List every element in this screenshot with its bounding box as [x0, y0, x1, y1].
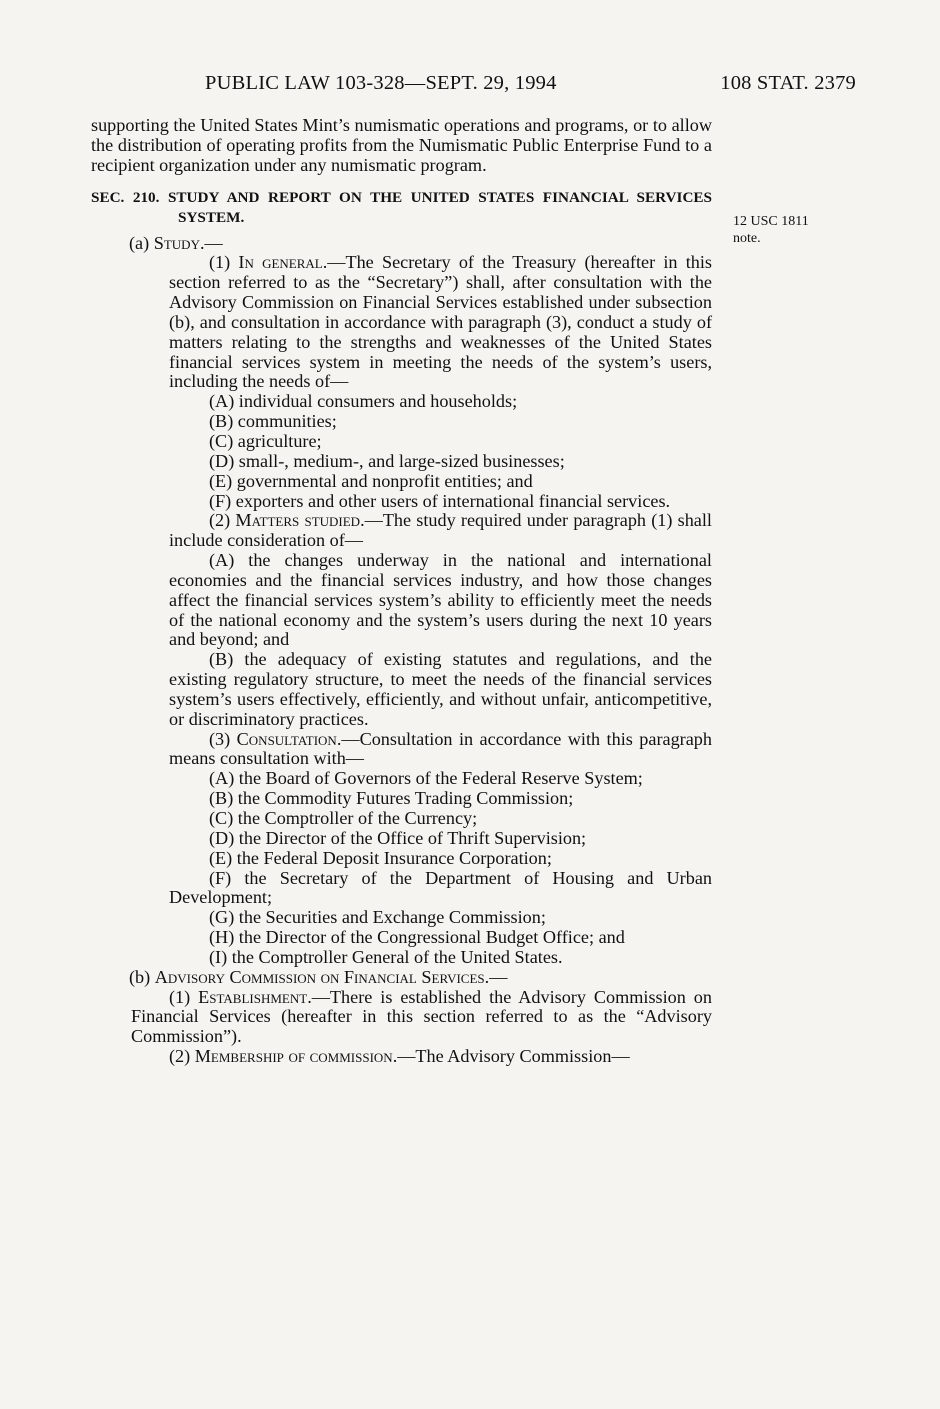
- subsection-b-label: (b): [129, 966, 155, 987]
- clause-a3-E: (E) the Federal Deposit Insurance Corporation;: [209, 847, 552, 868]
- paragraph-a3-heading: Consultation: [236, 728, 337, 749]
- clause-a3-G: (G) the Securities and Exchange Commission;: [209, 907, 546, 928]
- clause-a1-B: (B) communities;: [209, 411, 337, 432]
- clause-a2-B: (B) the adequacy of existing statutes and regulations, and the existing regulatory structure, to meet the needs of the financial services system’s users effectively, efficiently, and without unfair, anticompetitive, or discriminatory practices.: [169, 649, 712, 729]
- clause-a3-F: (F) the Secretary of the Department of Housing and Urban Development;: [169, 867, 712, 908]
- paragraph-b2: [91, 1047, 712, 1067]
- paragraph-a1: [91, 253, 712, 392]
- paragraph-a1-text: .—The Secretary of the Treasury (hereafter in this section referred to as the “Secretary”) shall, after consultation with the Advisory Commission on Financial Services established under subsection (b), and consultation in accordance with paragraph (3), conduct a study of matters relating to the strengths and weaknesses of the United States financial services system in meeting the needs of the system’s users, including the needs of—: [169, 252, 712, 392]
- paragraph-b1: [91, 988, 712, 1048]
- clause-a3-B: (B) the Commodity Futures Trading Commission;: [209, 788, 574, 809]
- subsection-a-dash: .—: [199, 232, 223, 253]
- subsection-a-label: (a): [129, 232, 154, 253]
- clause-a3-H: (H) the Director of the Congressional Budget Office; and: [209, 927, 625, 948]
- paragraph-b2-heading: Membership of commission: [194, 1046, 393, 1067]
- clause-a1-A: (A) individual consumers and households;: [209, 391, 518, 412]
- intro-paragraph: supporting the United States Mint’s numismatic operations and programs, or to allow the distribution of operating profits from the Numismatic Public Enterprise Fund to a recipient organization under any numismatic program.: [91, 115, 712, 175]
- clause-a3-C: (C) the Comptroller of the Currency;: [209, 808, 478, 828]
- clause-a1-F: (F) exporters and other users of international financial services.: [209, 490, 671, 511]
- paragraph-a2-text: .—The study required under paragraph (1) shall include consideration of—: [169, 510, 712, 551]
- running-header: [88, 72, 858, 102]
- paragraph-b1-label: (1): [169, 986, 199, 1007]
- paragraph-a2: [91, 511, 712, 551]
- paragraph-b2-text: .—The Advisory Commission—: [392, 1046, 630, 1067]
- paragraph-a1-label: (1): [209, 252, 239, 273]
- law-title: PUBLIC LAW 103-328—SEPT. 29, 1994: [205, 72, 557, 94]
- margin-note: [733, 213, 809, 247]
- subsection-a-heading: [91, 234, 712, 254]
- clause-a1-D: (D) small-, medium-, and large-sized businesses;: [209, 450, 565, 471]
- subsection-a-title: Study: [153, 232, 200, 253]
- paragraph-a3: [91, 730, 712, 770]
- clause-a3-D: (D) the Director of the Office of Thrift Supervision;: [209, 827, 587, 848]
- clause-a1-E: (E) governmental and nonprofit entities; and: [209, 470, 533, 491]
- subsection-b-title: Advisory Commission on Financial Services: [154, 966, 485, 987]
- subsection-b-dash: .—: [484, 966, 508, 987]
- paragraph-b2-label: (2): [169, 1046, 195, 1067]
- statute-page-number: 108 STAT. 2379: [720, 72, 856, 94]
- paragraph-a2-label: (2): [209, 510, 236, 531]
- paragraph-a1-heading: In general: [238, 252, 323, 273]
- clause-a1-C: (C) agriculture;: [209, 430, 322, 451]
- section-heading: SEC. 210. STUDY AND REPORT ON THE UNITED STATES FINANCIAL SERVICES SYSTEM.: [91, 188, 712, 226]
- margin-note-citation: 12 USC 1811: [733, 214, 809, 229]
- paragraph-a3-label: (3): [209, 728, 237, 749]
- clause-a3-A: (A) the Board of Governors of the Federal Reserve System;: [209, 768, 643, 789]
- paragraph-a3-text: .—Consultation in accordance with this paragraph means consultation with—: [169, 728, 712, 769]
- paragraph-a2-heading: Matters studied: [235, 510, 361, 531]
- clause-a2-A: (A) the changes underway in the national and international economies and the financial services industry, and how those changes affect the financial services system’s ability to efficiently meet the needs of the national economy and the system’s users during the next 10 years and beyond; and: [169, 550, 712, 650]
- paragraph-b1-heading: Establishment: [198, 986, 308, 1007]
- margin-note-label: note.: [733, 231, 761, 246]
- body-text: [91, 116, 712, 1067]
- paragraph-b1-text: .—There is established the Advisory Commission on Financial Services (hereafter in this section referred to as the “Advisory Commission”).: [131, 986, 712, 1047]
- clause-a3-I: (I) the Comptroller General of the United States.: [209, 946, 563, 967]
- subsection-b-heading: [91, 968, 712, 988]
